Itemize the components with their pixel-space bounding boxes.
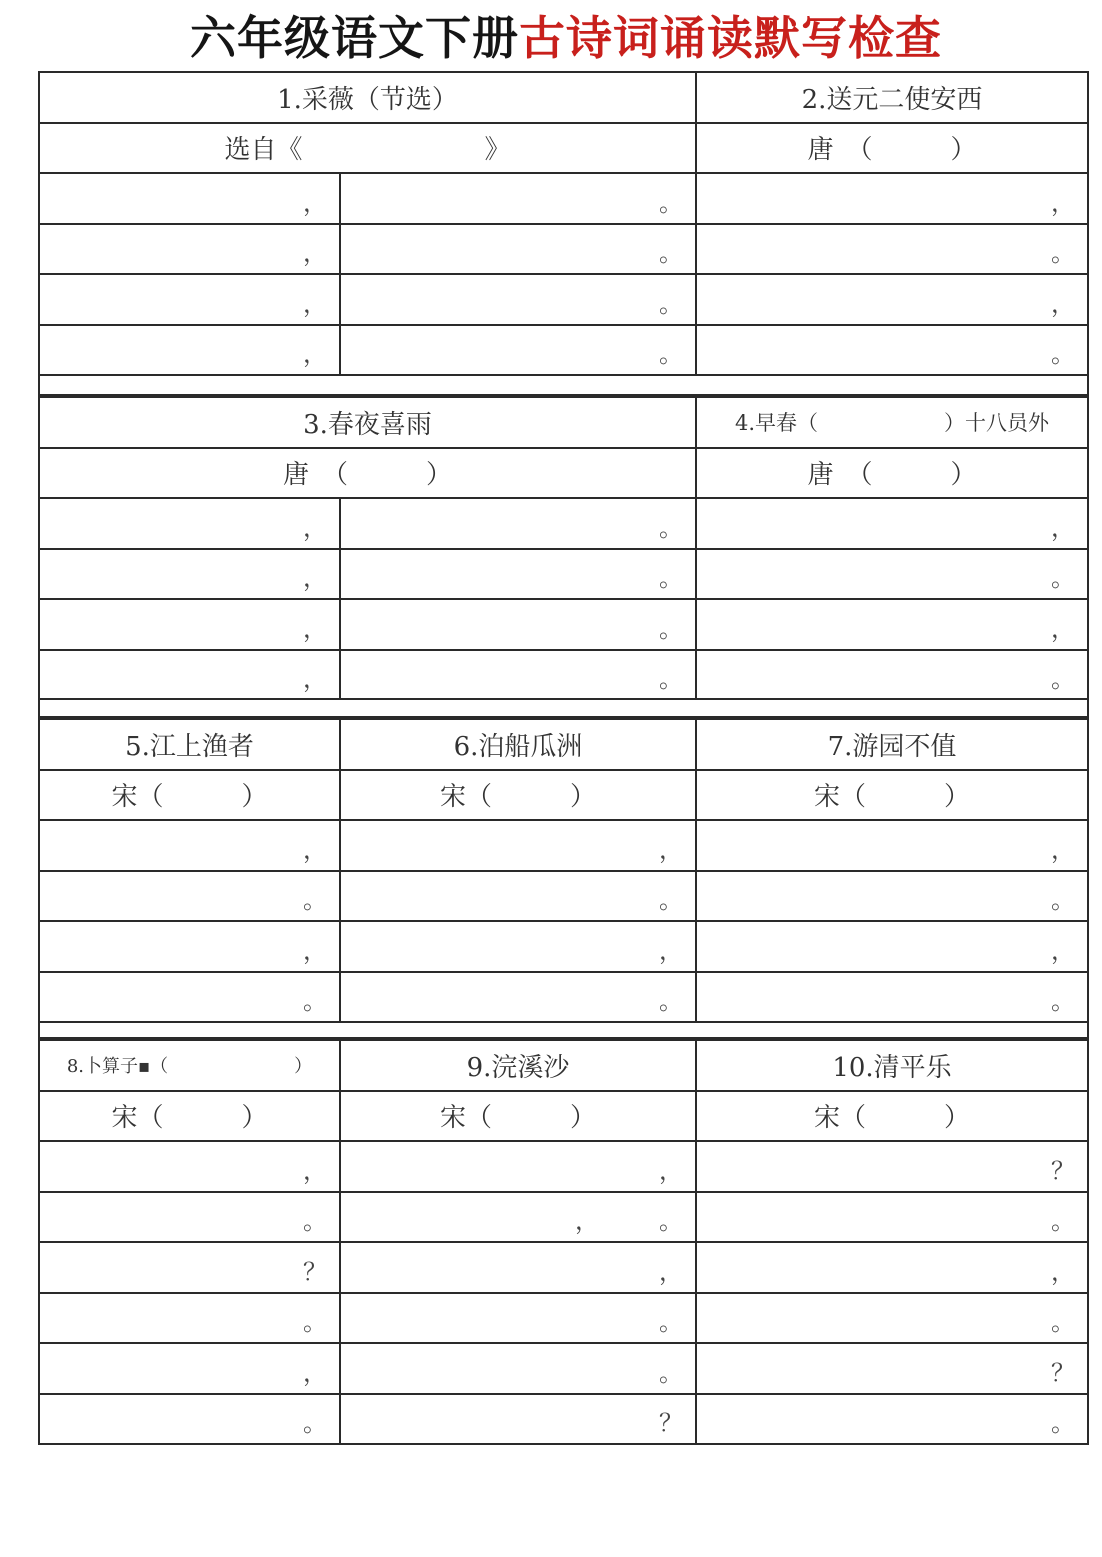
answer-line[interactable] bbox=[695, 172, 1089, 225]
answer-line[interactable] bbox=[38, 1393, 341, 1446]
punctuation-mark: 。 bbox=[303, 886, 327, 914]
poem-title-1: 1.采薇（节选） bbox=[38, 71, 697, 124]
answer-line[interactable] bbox=[38, 548, 341, 601]
answer-line[interactable] bbox=[339, 649, 697, 702]
punctuation-mark: ， bbox=[303, 340, 327, 368]
page-title bbox=[0, 2, 1102, 68]
poem-author-3: 唐 （ ） bbox=[38, 447, 697, 500]
title-part-red: 古诗词诵读默写检查 bbox=[519, 11, 942, 65]
punctuation-mark: ？ bbox=[1051, 1156, 1075, 1185]
poem-title-5: 5.江上渔者 bbox=[38, 718, 341, 771]
punctuation-mark: 。 bbox=[659, 886, 683, 914]
answer-line[interactable] bbox=[695, 1342, 1089, 1395]
answer-line[interactable] bbox=[339, 971, 697, 1024]
punctuation-mark: ， bbox=[303, 239, 327, 267]
punctuation-mark: 。 bbox=[659, 289, 683, 318]
punctuation-mark: 。 bbox=[659, 188, 683, 217]
answer-line[interactable] bbox=[38, 1292, 341, 1345]
punctuation-mark: 。 bbox=[303, 1207, 327, 1235]
answer-line[interactable] bbox=[695, 1140, 1089, 1193]
title-part-black: 六年级语文下册 bbox=[190, 11, 519, 65]
punctuation-mark: 。 bbox=[303, 1308, 327, 1336]
punctuation-mark: 。 bbox=[1051, 564, 1075, 592]
punctuation-mark: ， bbox=[303, 1358, 327, 1387]
poem-title-2: 2.送元二使安西 bbox=[695, 71, 1089, 124]
answer-line[interactable] bbox=[339, 598, 697, 651]
punctuation-mark: 。 bbox=[659, 665, 683, 693]
punctuation-mark: 。 bbox=[303, 1409, 327, 1437]
answer-line[interactable] bbox=[339, 497, 697, 550]
answer-line[interactable] bbox=[695, 649, 1089, 702]
answer-line[interactable] bbox=[38, 1241, 341, 1294]
answer-line[interactable] bbox=[339, 324, 697, 377]
punctuation-mark: 。 bbox=[1051, 987, 1075, 1015]
answer-line[interactable] bbox=[695, 920, 1089, 973]
answer-line[interactable] bbox=[339, 819, 697, 872]
answer-line[interactable] bbox=[339, 920, 697, 973]
block-separator bbox=[38, 1021, 1089, 1039]
poem-author-10: 宋（ ） bbox=[695, 1090, 1089, 1143]
poem-title-8: 8.卜算子▪（ ） bbox=[38, 1039, 341, 1092]
punctuation-mark: 。 bbox=[659, 239, 683, 267]
punctuation-mark: 。 bbox=[659, 987, 683, 1015]
answer-line[interactable] bbox=[695, 497, 1089, 550]
answer-line[interactable] bbox=[339, 1393, 697, 1446]
poem-author-2: 唐 （ ） bbox=[695, 122, 1089, 175]
answer-line[interactable] bbox=[695, 1191, 1089, 1244]
answer-line[interactable] bbox=[339, 1191, 697, 1244]
punctuation-mark: ， bbox=[303, 564, 327, 592]
answer-line[interactable] bbox=[695, 598, 1089, 651]
punctuation-mark: ， bbox=[303, 665, 327, 693]
answer-line[interactable] bbox=[38, 1191, 341, 1244]
answer-line[interactable] bbox=[339, 1292, 697, 1345]
punctuation-mark: 。 bbox=[1051, 1409, 1075, 1437]
answer-line[interactable] bbox=[38, 819, 341, 872]
punctuation-mark: ， bbox=[659, 936, 683, 965]
poem-title-3: 3.春夜喜雨 bbox=[38, 396, 697, 449]
answer-line[interactable] bbox=[38, 920, 341, 973]
answer-line[interactable] bbox=[339, 273, 697, 326]
punctuation-mark: 。 bbox=[1051, 239, 1075, 267]
punctuation-mark: 。 bbox=[659, 564, 683, 592]
poem-author-8: 宋（ ） bbox=[38, 1090, 341, 1143]
punctuation-mark: 。 bbox=[659, 1308, 683, 1336]
punctuation-mark: ， bbox=[303, 614, 327, 643]
punctuation-mark: 。 bbox=[1051, 1308, 1075, 1336]
punctuation-mark: ？ bbox=[1051, 1358, 1075, 1387]
answer-line[interactable] bbox=[339, 172, 697, 225]
punctuation-mark: ， bbox=[659, 835, 683, 864]
answer-line[interactable] bbox=[695, 870, 1089, 923]
punctuation-mark: 。 bbox=[303, 987, 327, 1015]
poem-title-6: 6.泊船瓜洲 bbox=[339, 718, 697, 771]
punctuation-mark: 。 bbox=[1051, 886, 1075, 914]
punctuation-mark: 。 bbox=[659, 340, 683, 368]
answer-line[interactable] bbox=[38, 598, 341, 651]
answer-line[interactable] bbox=[695, 1241, 1089, 1294]
poem-title-9: 9.浣溪沙 bbox=[339, 1039, 697, 1092]
poem-author-6: 宋（ ） bbox=[339, 769, 697, 822]
poem-author-1: 选自《 》 bbox=[38, 122, 697, 175]
punctuation-mark: ， bbox=[1051, 289, 1075, 318]
punctuation-mark: ， bbox=[1051, 614, 1075, 643]
answer-line[interactable] bbox=[38, 273, 341, 326]
answer-line[interactable] bbox=[38, 223, 341, 276]
answer-line[interactable] bbox=[38, 649, 341, 702]
answer-line[interactable] bbox=[38, 497, 341, 550]
punctuation-mark: ， bbox=[303, 1156, 327, 1185]
punctuation-mark: ， bbox=[1051, 1257, 1075, 1286]
answer-line[interactable] bbox=[339, 223, 697, 276]
punctuation-mark: ， bbox=[659, 1156, 683, 1185]
poem-author-9: 宋（ ） bbox=[339, 1090, 697, 1143]
answer-line[interactable] bbox=[695, 1292, 1089, 1345]
answer-line[interactable] bbox=[695, 324, 1089, 377]
answer-line[interactable] bbox=[38, 1342, 341, 1395]
answer-line[interactable] bbox=[38, 1140, 341, 1193]
punctuation-mark: 。 bbox=[659, 614, 683, 643]
punctuation-mark: ， bbox=[1051, 188, 1075, 217]
answer-line[interactable] bbox=[695, 819, 1089, 872]
answer-line[interactable] bbox=[695, 548, 1089, 601]
punctuation-mark: ， bbox=[303, 289, 327, 318]
punctuation-mark: ？ bbox=[659, 1409, 683, 1437]
poem-author-4: 唐 （ ） bbox=[695, 447, 1089, 500]
block-separator bbox=[38, 374, 1089, 396]
block-separator bbox=[38, 698, 1089, 718]
punctuation-mark: ， bbox=[1051, 835, 1075, 864]
answer-line[interactable] bbox=[38, 971, 341, 1024]
answer-line[interactable] bbox=[339, 1241, 697, 1294]
punctuation-mark: ， bbox=[1051, 936, 1075, 965]
punctuation-mark: ， bbox=[303, 936, 327, 965]
punctuation-mark: 。 bbox=[659, 513, 683, 542]
punctuation-mark: ， bbox=[303, 835, 327, 864]
answer-line[interactable] bbox=[339, 1342, 697, 1395]
answer-line[interactable] bbox=[339, 548, 697, 601]
punctuation-mark: ？ bbox=[303, 1257, 327, 1286]
poem-title-7: 7.游园不值 bbox=[695, 718, 1089, 771]
punctuation-mark: 。 bbox=[1051, 340, 1075, 368]
answer-line[interactable] bbox=[695, 971, 1089, 1024]
punctuation-mark: ， bbox=[303, 188, 327, 217]
answer-line[interactable] bbox=[38, 870, 341, 923]
answer-line[interactable] bbox=[695, 273, 1089, 326]
punctuation-mark: 。 bbox=[659, 1358, 683, 1387]
poem-title-10: 10.清平乐 bbox=[695, 1039, 1089, 1092]
answer-line[interactable] bbox=[38, 172, 341, 225]
punctuation-mark: ， bbox=[303, 513, 327, 542]
punctuation-mark: 。 bbox=[1051, 1207, 1075, 1235]
answer-line[interactable] bbox=[38, 324, 341, 377]
poem-title-4: 4.早春（ ）十八员外 bbox=[695, 396, 1089, 449]
punctuation-mark: ， bbox=[659, 1257, 683, 1286]
answer-line[interactable] bbox=[695, 223, 1089, 276]
punctuation-mark: ， 。 bbox=[575, 1207, 683, 1235]
poem-author-7: 宋（ ） bbox=[695, 769, 1089, 822]
answer-line[interactable] bbox=[695, 1393, 1089, 1446]
punctuation-mark: ， bbox=[1051, 513, 1075, 542]
poem-author-5: 宋（ ） bbox=[38, 769, 341, 822]
answer-line[interactable] bbox=[339, 870, 697, 923]
punctuation-mark: 。 bbox=[1051, 665, 1075, 693]
answer-line[interactable] bbox=[339, 1140, 697, 1193]
